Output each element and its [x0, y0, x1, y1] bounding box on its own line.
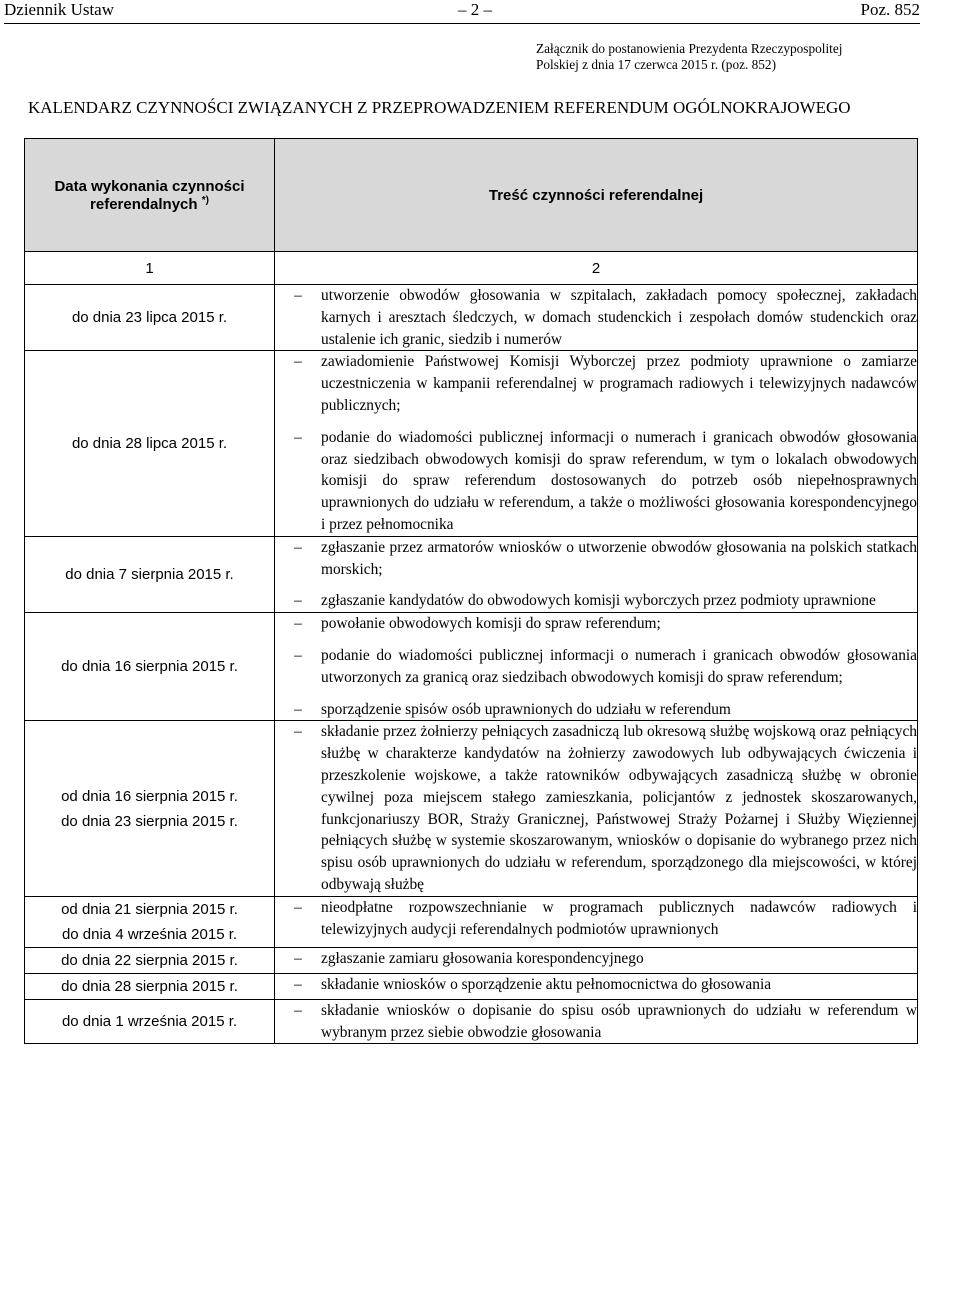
column-number-1: 1: [25, 252, 275, 285]
row-tasks: [275, 973, 918, 999]
row-tasks: [275, 721, 918, 896]
row-date: [25, 613, 275, 721]
table-row: [25, 947, 918, 973]
row-tasks: [275, 285, 918, 351]
page-title: KALENDARZ CZYNNOŚCI ZWIĄZANYCH Z PRZEPROWADZENIEM REFERENDUM OGÓLNOKRAJOWEGO: [28, 98, 851, 117]
task-dash: –: [294, 538, 302, 556]
task-dash: –: [294, 646, 302, 664]
row-date: [25, 536, 275, 612]
task-item: [275, 721, 917, 895]
row-date-text: do dnia 28 lipca 2015 r.: [71, 435, 228, 453]
task-item: [275, 1000, 917, 1044]
table-row: [25, 285, 918, 351]
task-text: podanie do wiadomości publicznej informacji o numerach i granicach obwodów głosowania oraz siedzibach obwodowych komisji do spraw referendum, w tym o lokalach obwodowych komisji do spraw referendum dostosowanych do potrzeb osób niepełnosprawnych uprawnionych do udziału w referendum, a także o możliwości głosowania korespondencyjnego i przez pełnomocnika: [321, 428, 917, 533]
row-date-end-text: do dnia 23 sierpnia 2015 r.: [61, 812, 238, 830]
row-tasks: [275, 896, 918, 947]
row-date: [25, 999, 275, 1044]
task-dash: –: [294, 615, 302, 633]
table-row: [25, 721, 918, 896]
row-tasks: [275, 999, 918, 1044]
task-item: [275, 948, 917, 970]
column-number-row: [25, 252, 918, 285]
footnote-marker: *): [201, 194, 209, 206]
task-dash: –: [294, 287, 302, 304]
column-header-content: Treść czynności referendalnej: [275, 139, 918, 252]
table-row: [25, 536, 918, 612]
row-date-text: do dnia 16 sierpnia 2015 r.: [61, 658, 238, 676]
annex-note: [536, 41, 916, 73]
task-dash: –: [294, 353, 302, 371]
task-text: utworzenie obwodów głosowania w szpitalach, zakładach pomocy społecznej, zakładach karnych i aresztach śledczych, w domach studenckich i zespołach domów studenckich oraz ustalenie ich granic, siedzib i numerów: [321, 287, 917, 348]
row-date-text: od dnia 21 sierpnia 2015 r.: [61, 900, 238, 918]
row-date: [25, 721, 275, 896]
row-tasks: [275, 947, 918, 973]
table-body: [25, 285, 918, 1044]
table-row: [25, 351, 918, 536]
task-text: składanie wniosków o dopisanie do spisu osób uprawnionych do udziału w referendum w wybranym przez siebie obwodzie głosowania: [321, 1001, 917, 1041]
task-text: zawiadomienie Państwowej Komisji Wyborczej przez podmioty uprawnione o zamiarze uczestniczenia w kampanii referendalnej w programach radiowych i telewizyjnych nadawców publicznych;: [321, 353, 917, 414]
column-number-2: 2: [275, 252, 918, 285]
header-divider: [4, 23, 920, 24]
task-text: nieodpłatne rozpowszechnianie w programach publicznych nadawców radiowych i telewizyjnych audycji referendalnych podmiotów uprawnionych: [321, 898, 917, 938]
row-tasks: [275, 613, 918, 721]
task-item: [275, 699, 917, 721]
journal-name: Dziennik Ustaw: [4, 0, 115, 19]
task-text: podanie do wiadomości publicznej informacji o numerach i granicach obwodów głosowania utworzonych za granicą oraz siedzibach obwodowych komisji do spraw referendum;: [321, 646, 917, 686]
task-dash: –: [294, 723, 302, 741]
task-item: [275, 590, 917, 612]
page-number: – 2 –: [458, 0, 492, 19]
task-text: zgłaszanie przez armatorów wniosków o utworzenie obwodów głosowania na polskich statkach morskich;: [321, 538, 917, 578]
task-text: składanie przez żołnierzy pełniących zasadniczą lub okresową służbę wojskową oraz pełniących służbę w charakterze kandydatów na żołnierzy zawodowych lub odbywających ćwiczenia i przeszkolenie wojskowe, a także ratowników odbywających zasadniczą służbę w obronie cywilnej poza miejscem stałego zamieszkania, policjantów z jednostek skoszarowanych, funkcjonariuszy BOR, Straży Granicznej, Państwowej Straży Pożarnej i Służby Więziennej pełniących służbę w systemie skoszarowanym, wniosków o dopisanie do wybranego przez nich spisu osób uprawnionych do udziału w referendum, sporządzonego dla miejscowości, w której odbywają służbę: [321, 723, 917, 893]
table-row: [25, 613, 918, 721]
position-number: Poz. 852: [860, 0, 920, 19]
referendum-calendar-table: [24, 138, 918, 1044]
column-header-date-label: Data wykonania czynności referendalnych: [54, 177, 245, 213]
table-row: [25, 973, 918, 999]
annex-line-1: Załącznik do postanowienia Prezydenta Rzeczypospolitej: [536, 41, 843, 56]
table-row: [25, 896, 918, 947]
task-item: [275, 427, 917, 536]
task-item: [275, 645, 917, 689]
task-text: zgłaszanie zamiaru głosowania korespondencyjnego: [321, 949, 644, 967]
row-date: [25, 351, 275, 536]
row-date: [25, 285, 275, 351]
task-text: sporządzenie spisów osób uprawnionych do udziału w referendum: [321, 700, 731, 718]
table-row: [25, 999, 918, 1044]
table-header-row: [25, 139, 918, 252]
row-date-text: do dnia 23 lipca 2015 r.: [71, 309, 228, 327]
task-dash: –: [294, 1001, 302, 1019]
task-text: zgłaszanie kandydatów do obwodowych komisji wyborczych przez podmioty uprawnione: [321, 592, 876, 610]
task-item: [275, 351, 917, 416]
task-dash: –: [294, 592, 302, 610]
task-text: powołanie obwodowych komisji do spraw referendum;: [321, 615, 661, 633]
row-date: [25, 896, 275, 947]
column-header-date: [25, 139, 275, 252]
row-date-end-text: do dnia 4 września 2015 r.: [61, 925, 238, 943]
task-dash: –: [294, 898, 302, 916]
row-date-text: do dnia 22 sierpnia 2015 r.: [61, 951, 238, 969]
task-item: [275, 974, 917, 996]
task-item: [275, 897, 917, 941]
task-item: [275, 613, 917, 635]
task-dash: –: [294, 428, 302, 446]
row-date-text: do dnia 28 sierpnia 2015 r.: [61, 977, 238, 995]
annex-line-2: Polskiej z dnia 17 czerwca 2015 r. (poz. 852): [536, 57, 777, 72]
task-item: [275, 285, 917, 350]
row-tasks: [275, 351, 918, 536]
row-date-text: do dnia 1 września 2015 r.: [61, 1013, 238, 1031]
row-date: [25, 973, 275, 999]
row-date-text: od dnia 16 sierpnia 2015 r.: [61, 787, 238, 805]
row-tasks: [275, 536, 918, 612]
task-text: składanie wniosków o sporządzenie aktu pełnomocnictwa do głosowania: [321, 975, 772, 993]
task-dash: –: [294, 949, 302, 967]
row-date-text: do dnia 7 sierpnia 2015 r.: [65, 565, 234, 583]
task-dash: –: [294, 700, 302, 718]
task-dash: –: [294, 975, 302, 993]
task-item: [275, 537, 917, 581]
row-date: [25, 947, 275, 973]
